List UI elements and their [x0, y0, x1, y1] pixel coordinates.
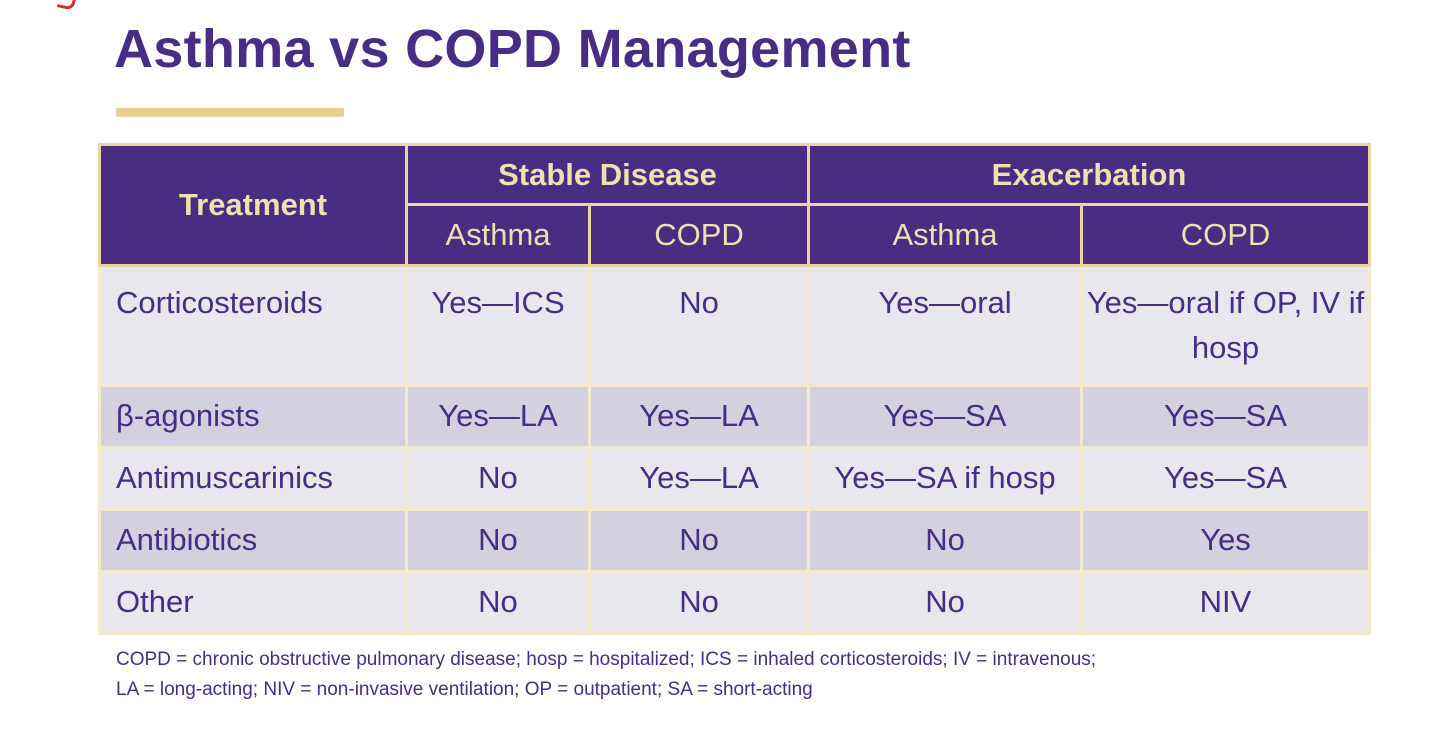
- table-row: [100, 572, 1370, 634]
- subheader-exacerbation-asthma: Asthma: [809, 205, 1082, 266]
- table-cell: Yes—SA: [809, 386, 1082, 448]
- table-cell: Yes—LA: [590, 386, 809, 448]
- table-row: [100, 266, 1370, 386]
- subheader-stable-asthma: Asthma: [407, 205, 590, 266]
- subheader-exacerbation-copd: COPD: [1082, 205, 1370, 266]
- row-label: β-agonists: [100, 386, 407, 448]
- abbreviations-footnote: [116, 645, 1356, 705]
- footnote-line-1: COPD = chronic obstructive pulmonary disease; hosp = hospitalized; ICS = inhaled corticosteroids; IV = intravenous;: [116, 649, 1097, 670]
- management-table: [98, 143, 1371, 635]
- table-cell: No: [407, 572, 590, 634]
- row-label: Corticosteroids: [100, 266, 407, 386]
- table-cell: No: [590, 266, 809, 386]
- footnote-line-2: LA = long-acting; NIV = non-invasive ventilation; OP = outpatient; SA = short-acting: [116, 679, 813, 700]
- group-header-stable-disease: Stable Disease: [407, 145, 809, 205]
- table-cell: Yes—LA: [590, 448, 809, 510]
- table-cell: Yes—SA if hosp: [809, 448, 1082, 510]
- slide-title: Asthma vs COPD Management: [114, 19, 911, 79]
- table-cell: Yes: [1082, 510, 1370, 572]
- row-label: Other: [100, 572, 407, 634]
- table-cell: No: [407, 448, 590, 510]
- row-label: Antimuscarinics: [100, 448, 407, 510]
- table-row: [100, 448, 1370, 510]
- title-underline: [116, 108, 344, 117]
- table-cell: Yes—SA: [1082, 386, 1370, 448]
- subheader-stable-copd: COPD: [590, 205, 809, 266]
- table-cell: No: [809, 572, 1082, 634]
- table-cell: No: [590, 572, 809, 634]
- table-row: [100, 386, 1370, 448]
- table-header-row: [100, 145, 1370, 205]
- table-cell: No: [407, 510, 590, 572]
- table-cell: No: [809, 510, 1082, 572]
- table-cell: Yes—ICS: [407, 266, 590, 386]
- table-row: [100, 510, 1370, 572]
- group-header-exacerbation: Exacerbation: [809, 145, 1370, 205]
- table-cell: Yes—SA: [1082, 448, 1370, 510]
- table-cell: Yes—oral if OP, IV if hosp: [1082, 266, 1370, 386]
- table-cell: NIV: [1082, 572, 1370, 634]
- logo-mark-icon: [57, 0, 76, 11]
- table-cell: Yes—LA: [407, 386, 590, 448]
- table-cell: No: [590, 510, 809, 572]
- treatment-header: Treatment: [100, 145, 407, 266]
- table-cell: Yes—oral: [809, 266, 1082, 386]
- row-label: Antibiotics: [100, 510, 407, 572]
